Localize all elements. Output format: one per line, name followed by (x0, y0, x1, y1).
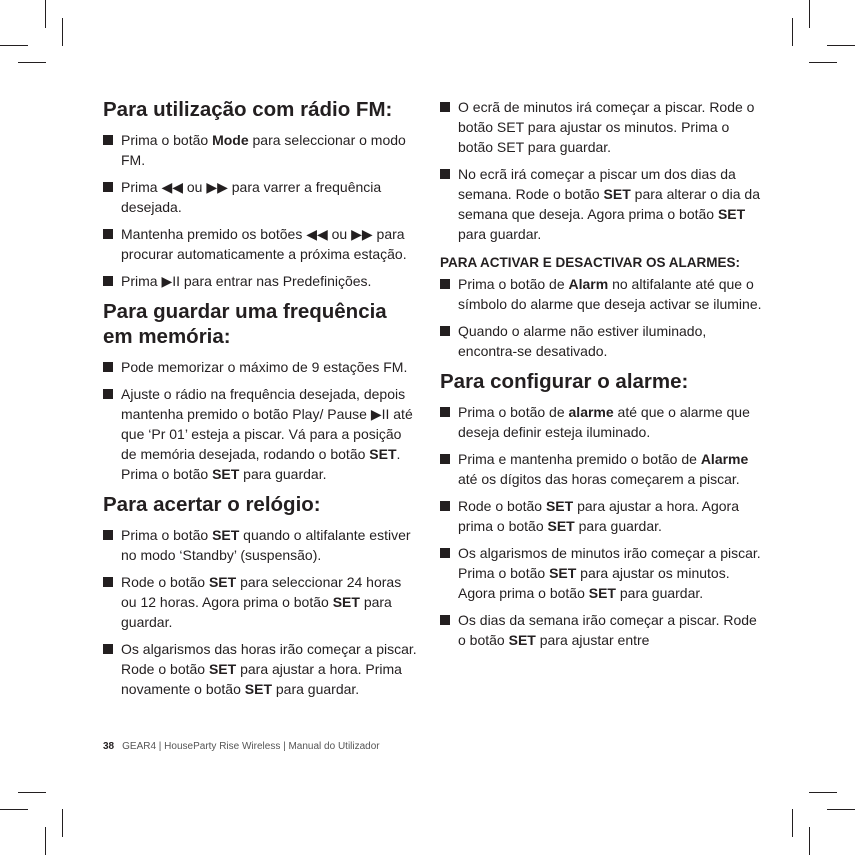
list-item (440, 97, 762, 157)
crop-mark (827, 809, 855, 810)
crop-mark (45, 0, 46, 28)
list-item (440, 449, 762, 489)
bullet-list (440, 274, 762, 361)
list-item-text: Os algarismos das horas irão começar a piscar. Rode o botão SET para ajustar a hora. Prima novamente o botão SET para guardar. (121, 641, 417, 697)
bullet-list (103, 130, 419, 291)
list-item-text: Prima o botão de alarme até que o alarme que deseja definir esteja iluminado. (458, 404, 750, 440)
square-bullet-icon (440, 279, 450, 289)
section-store-frequency (103, 299, 419, 484)
square-bullet-icon (440, 326, 450, 336)
list-item-text: Os dias da semana irão começar a piscar. Rode o botão SET para ajustar entre (458, 612, 757, 648)
list-item-text: Prima e mantenha premido o botão de Alarme até os dígitos das horas começarem a piscar. (458, 451, 749, 487)
list-item (440, 543, 762, 603)
list-item-text: Mantenha premido os botões ◀◀ ou ▶▶ para procurar automaticamente a próxima estação. (121, 226, 407, 262)
list-item (440, 402, 762, 442)
footer-text: GEAR4 | HouseParty Rise Wireless | Manual do Utilizador (122, 741, 380, 752)
section-title: Para utilização com rádio FM: (103, 98, 393, 121)
section-clock-continued (440, 97, 762, 244)
section-fm-radio (103, 97, 419, 291)
section-configure-alarm (440, 369, 762, 650)
list-item (103, 224, 419, 264)
list-item-text: Pode memorizar o máximo de 9 estações FM. (121, 359, 408, 375)
list-item (103, 130, 419, 170)
crop-mark (18, 62, 46, 63)
square-bullet-icon (103, 276, 113, 286)
crop-mark (0, 45, 28, 46)
page-footer (103, 741, 380, 752)
square-bullet-icon (103, 362, 113, 372)
square-bullet-icon (440, 615, 450, 625)
square-bullet-icon (103, 135, 113, 145)
crop-mark (809, 62, 837, 63)
list-item-text: Prima o botão de Alarm no altifalante até que o símbolo do alarme que deseja activar se ilumine. (458, 276, 762, 312)
list-item-text: Prima o botão SET quando o altifalante estiver no modo ‘Standby’ (suspensão). (121, 527, 411, 563)
list-item (103, 384, 419, 484)
square-bullet-icon (103, 530, 113, 540)
section-title: Para guardar uma frequência em memória: (103, 300, 387, 348)
crop-mark (827, 45, 855, 46)
square-bullet-icon (103, 182, 113, 192)
list-item-text: Prima ▶II para entrar nas Predefinições. (121, 273, 372, 289)
square-bullet-icon (440, 407, 450, 417)
list-item (103, 639, 419, 699)
crop-mark (809, 792, 837, 793)
section-set-clock (103, 492, 419, 699)
square-bullet-icon (103, 577, 113, 587)
crop-mark (809, 0, 810, 28)
square-bullet-icon (103, 644, 113, 654)
list-item (103, 572, 419, 632)
bullet-list (440, 97, 762, 244)
square-bullet-icon (440, 501, 450, 511)
section-title: Para acertar o relógio: (103, 493, 321, 516)
crop-mark (18, 792, 46, 793)
bullet-list (103, 357, 419, 484)
list-item-text: No ecrã irá começar a piscar um dos dias da semana. Rode o botão SET para alterar o dia da semana que deseja. Agora prima o botão SET para guardar. (458, 166, 760, 242)
crop-mark (62, 18, 63, 46)
crop-mark (45, 827, 46, 855)
square-bullet-icon (440, 169, 450, 179)
bullet-list (103, 525, 419, 699)
list-item-text: Rode o botão SET para ajustar a hora. Agora prima o botão SET para guardar. (458, 498, 739, 534)
section-subtitle: PARA ACTIVAR E DESACTIVAR OS ALARMES: (440, 255, 741, 270)
crop-mark (809, 827, 810, 855)
list-item (103, 177, 419, 217)
crop-mark (0, 809, 28, 810)
square-bullet-icon (440, 102, 450, 112)
list-item (440, 496, 762, 536)
section-toggle-alarms (440, 254, 762, 361)
list-item-text: Prima o botão Mode para seleccionar o modo FM. (121, 132, 406, 168)
list-item (103, 271, 419, 291)
right-column (440, 97, 762, 657)
list-item (440, 164, 762, 244)
list-item-text: Os algarismos de minutos irão começar a piscar. Prima o botão SET para ajustar os minutos. Agora prima o botão SET para guardar. (458, 545, 761, 601)
list-item-text: Rode o botão SET para seleccionar 24 horas ou 12 horas. Agora prima o botão SET para guardar. (121, 574, 402, 630)
crop-mark (792, 18, 793, 46)
crop-mark (792, 809, 793, 837)
square-bullet-icon (103, 389, 113, 399)
list-item (440, 321, 762, 361)
list-item (103, 357, 419, 377)
bullet-list (440, 402, 762, 650)
list-item-text: O ecrã de minutos irá começar a piscar. Rode o botão SET para ajustar os minutos. Prima o botão SET para guardar. (458, 99, 755, 155)
list-item (103, 525, 419, 565)
list-item (440, 610, 762, 650)
square-bullet-icon (440, 454, 450, 464)
square-bullet-icon (103, 229, 113, 239)
square-bullet-icon (440, 548, 450, 558)
list-item (440, 274, 762, 314)
section-title: Para configurar o alarme: (440, 370, 689, 393)
list-item-text: Prima ◀◀ ou ▶▶ para varrer a frequência desejada. (121, 179, 382, 215)
list-item-text: Ajuste o rádio na frequência desejada, depois mantenha premido o botão Play/ Pause ▶II até que ‘Pr 01’ esteja a piscar. Vá para a posição de memória desejada, rodando o botão SET. Prima o botão SET para guardar. (121, 386, 413, 482)
list-item-text: Quando o alarme não estiver iluminado, encontra-se desativado. (458, 323, 707, 359)
crop-mark (62, 809, 63, 837)
page-number: 38 (103, 741, 115, 752)
left-column (103, 97, 419, 706)
